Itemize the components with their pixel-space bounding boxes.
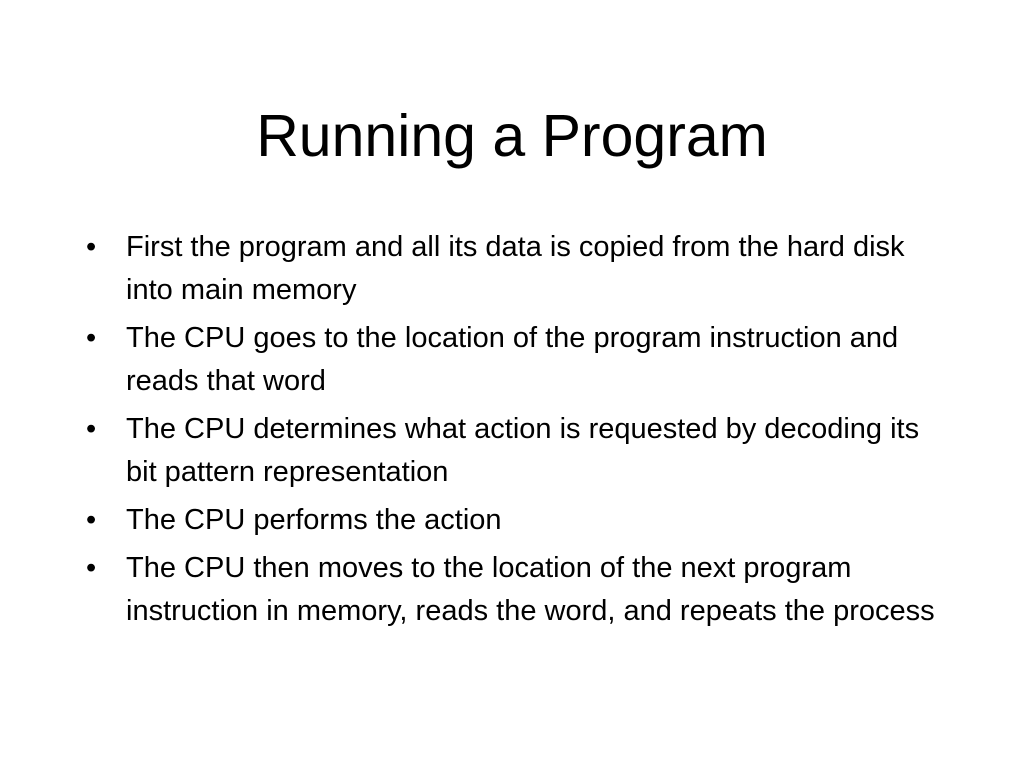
- bullet-item: [86, 408, 956, 494]
- bullet-text: The CPU determines what action is requested by decoding its bit pattern representation: [126, 413, 920, 488]
- bullet-marker: •: [86, 231, 97, 263]
- bullet-marker: •: [86, 322, 97, 354]
- slide-title: Running a Program: [256, 103, 768, 169]
- bullet-item: [86, 317, 956, 403]
- bullet-text: The CPU performs the action: [126, 504, 502, 536]
- bullet-item: [86, 499, 956, 542]
- bullet-item: [86, 226, 956, 312]
- bullet-text: First the program and all its data is copied from the hard disk into main memory: [126, 231, 905, 306]
- bullet-marker: •: [86, 413, 97, 445]
- bullet-marker: •: [86, 552, 97, 584]
- bullet-text: The CPU goes to the location of the program instruction and reads that word: [126, 322, 899, 397]
- bullet-marker: •: [86, 504, 97, 536]
- bullet-list: [86, 226, 956, 638]
- bullet-text: The CPU then moves to the location of the next program instruction in memory, reads the word, and repeats the process: [126, 552, 935, 627]
- bullet-item: [86, 547, 956, 633]
